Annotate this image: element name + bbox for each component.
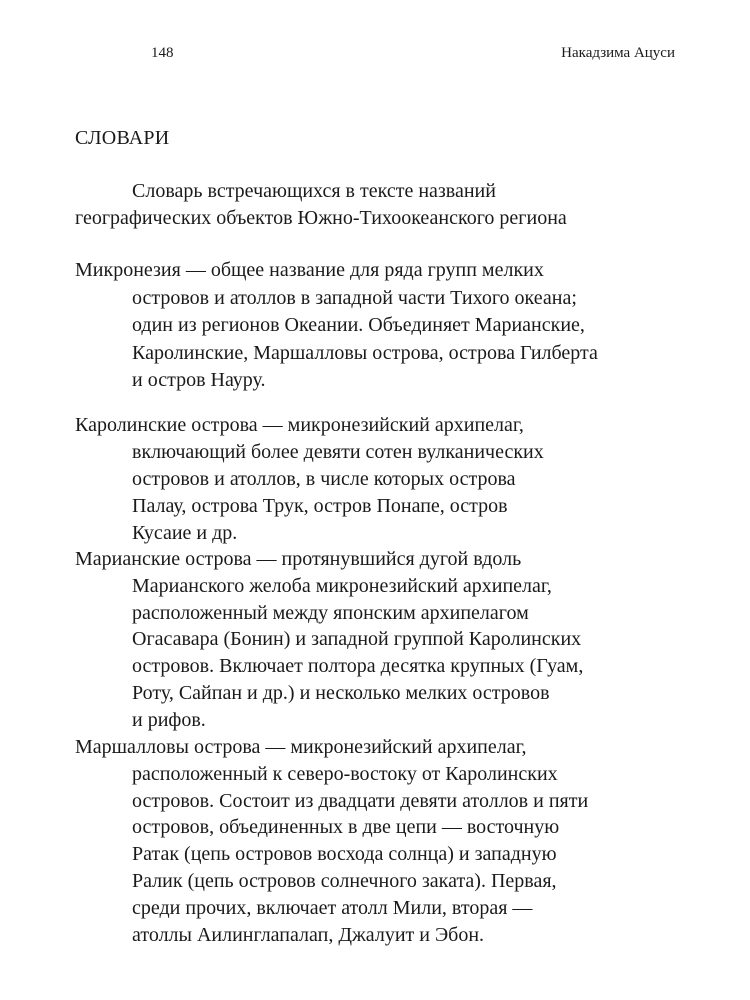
entry-line: атоллы Аилинглапалап, Джалуит и Эбон. [132,923,485,946]
entry-line: островов и атоллов, в числе которых острова [132,468,516,490]
dictionary-entry-mariana-islands [75,546,675,734]
entry-line: Ратак (цепь островов восхода солнца) и западную [132,843,557,866]
entry-line: островов. Состоит из двадцати девяти атоллов и пяти [132,789,589,812]
dictionary-subtitle [75,178,675,232]
subtitle-line: географических объектов Южно-Тихоокеанского региона [75,207,567,229]
entry-line: расположенный к северо-востоку от Каролинских [132,762,558,785]
entry-line: островов и атоллов в западной части Тихого океана; [132,286,577,309]
entry-line: Палау, острова Трук, остров Понапе, остров [132,495,508,517]
entry-line: и остров Науру. [132,369,266,391]
entry-line: Каролинские острова — микронезийский архипелаг, [75,414,524,436]
page-number: 148 [151,45,174,61]
entry-line: островов, объединенных в две цепи — восточную [132,816,560,839]
entry-line: Марианского желоба микронезийский архипелаг, [132,574,552,597]
subtitle-line: Словарь встречающихся в тексте названий [132,180,496,202]
entry-line: и рифов. [132,708,206,731]
entry-line: островов. Включает полтора десятка крупных (Гуам, [132,655,584,678]
entry-line: среди прочих, включает атолл Мили, вторая — [132,896,533,919]
dictionary-entry-marshall-islands [75,734,675,948]
dictionary-entry-micronesia [75,257,675,395]
entry-line: Марианские острова — протянувшийся дугой вдоль [75,548,522,570]
entry-line: Ралик (цепь островов солнечного заката). Первая, [132,869,557,892]
entry-line: Кусаие и др. [132,522,238,544]
entry-line: один из регионов Океании. Объединяет Марианские, [132,314,585,336]
running-head: Накадзима Ацуси [561,45,675,61]
entry-line: Роту, Сайпан и др.) и несколько мелких островов [132,681,550,704]
entry-line: Микронезия — общее название для ряда групп мелких [75,259,544,281]
section-title: СЛОВАРИ [75,127,170,149]
entry-line: расположенный между японским архипелагом [132,601,529,624]
entry-line: Маршалловы острова — микронезийский архипелаг, [75,736,527,758]
entry-line: Огасавара (Бонин) и западной группой Каролинских [132,628,582,651]
dictionary-entry-caroline-islands [75,412,675,547]
entry-line: включающий более девяти сотен вулканических [132,441,544,463]
entry-line: Каролинские, Маршалловы острова, острова Гилберта [132,341,598,364]
